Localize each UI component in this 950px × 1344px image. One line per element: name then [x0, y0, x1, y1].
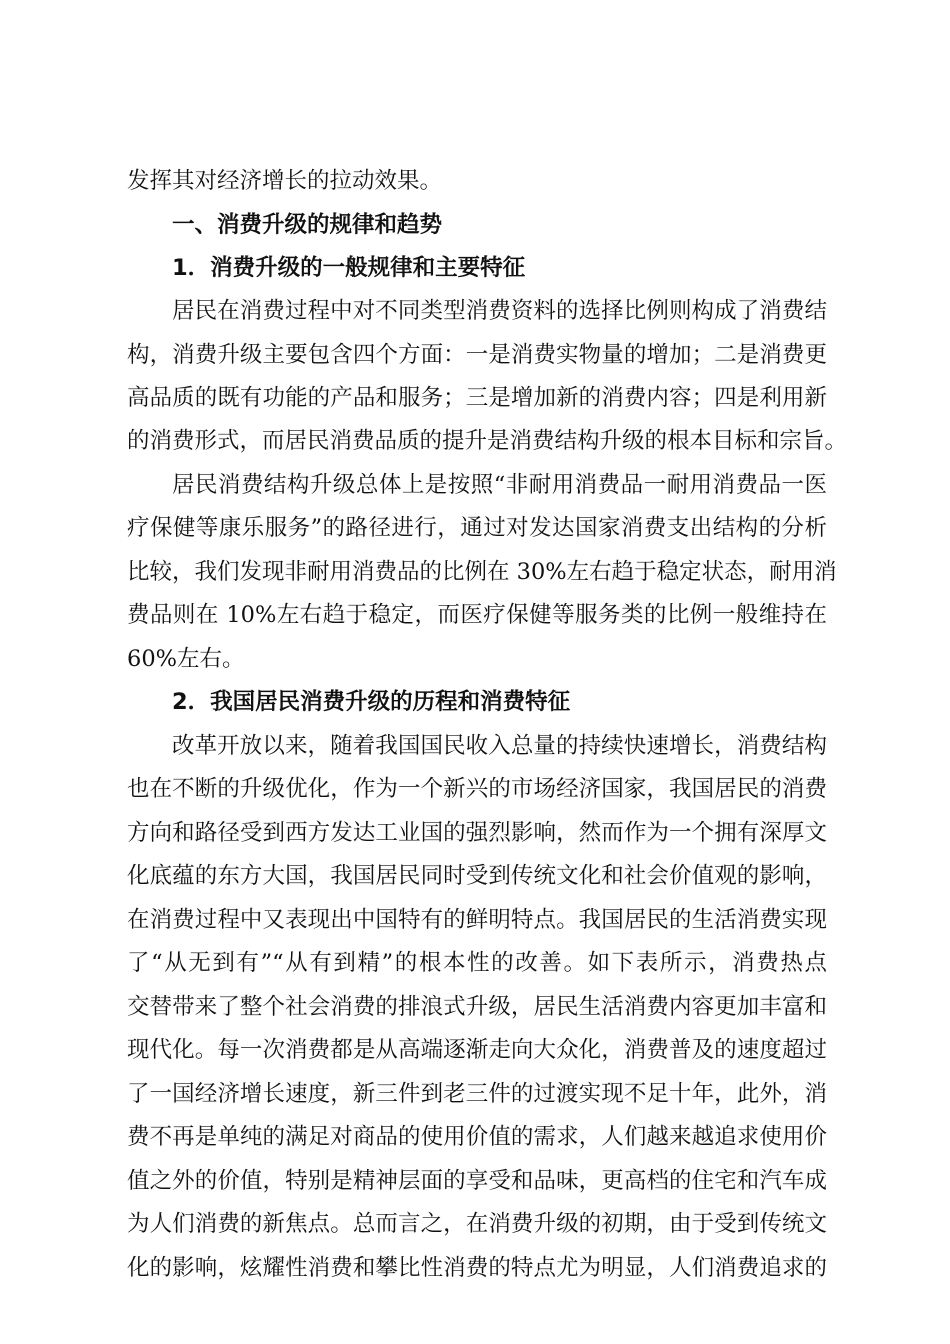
body-text-line: 构，消费升级主要包含四个方面：一是消费实物量的增加；二是消费更	[127, 342, 827, 368]
body-text-line: 化底蕴的东方大国，我国居民同时受到传统文化和社会价值观的影响，	[127, 863, 827, 889]
body-text-line: 化的影响，炫耀性消费和攀比性消费的特点尤为明显，人们消费追求的	[127, 1255, 827, 1281]
body-text-line: 高品质的既有功能的产品和服务；三是增加新的消费内容；四是利用新	[127, 385, 827, 411]
body-text-line: 方向和路径受到西方发达工业国的强烈影响，然而作为一个拥有深厚文	[127, 820, 827, 846]
body-text-line: 现代化。每一次消费都是从高端逐渐走向大众化，消费普及的速度超过	[127, 1037, 827, 1063]
subsection-heading: 1．消费升级的一般规律和主要特征	[172, 255, 526, 281]
body-text-line: 值之外的价值，特别是精神层面的享受和品味，更高档的住宅和汽车成	[127, 1168, 827, 1194]
body-text-line: 发挥其对经济增长的拉动效果。	[127, 168, 443, 194]
body-text-line: 交替带来了整个社会消费的排浪式升级，居民生活消费内容更加丰富和	[127, 994, 827, 1020]
body-text-line: 也在不断的升级优化，作为一个新兴的市场经济国家，我国居民的消费	[127, 776, 827, 802]
body-text-line: 在消费过程中又表现出中国特有的鲜明特点。我国居民的生活消费实现	[127, 907, 827, 933]
subsection-heading: 2．我国居民消费升级的历程和消费特征	[172, 689, 571, 715]
body-text-line: 的消费形式，而居民消费品质的提升是消费结构升级的根本目标和宗旨。	[127, 428, 848, 454]
body-text-line: 费品则在 10%左右趋于稳定，而医疗保健等服务类的比例一般维持在	[127, 602, 827, 628]
body-text-line: 了“从无到有”“从有到精”的根本性的改善。如下表所示，消费热点	[127, 950, 827, 976]
section-heading: 一、消费升级的规律和趋势	[172, 212, 443, 238]
body-text-line: 了一国经济增长速度，新三件到老三件的过渡实现不足十年，此外，消	[127, 1081, 827, 1107]
body-text-line: 疗保健等康乐服务”的路径进行，通过对发达国家消费支出结构的分析	[127, 515, 827, 541]
body-text-line: 60%左右。	[127, 646, 245, 672]
body-text-line: 居民消费结构升级总体上是按照“非耐用消费品一耐用消费品一医	[172, 472, 827, 498]
body-text-line: 比较，我们发现非耐用消费品的比例在 30%左右趋于稳定状态，耐用消	[127, 559, 837, 585]
body-text-line: 改革开放以来，随着我国国民收入总量的持续快速增长，消费结构	[172, 733, 827, 759]
body-text-line: 费不再是单纯的满足对商品的使用价值的需求，人们越来越追求使用价	[127, 1124, 827, 1150]
body-text-line: 居民在消费过程中对不同类型消费资料的选择比例则构成了消费结	[172, 298, 827, 324]
body-text-line: 为人们消费的新焦点。总而言之，在消费升级的初期，由于受到传统文	[127, 1211, 827, 1237]
